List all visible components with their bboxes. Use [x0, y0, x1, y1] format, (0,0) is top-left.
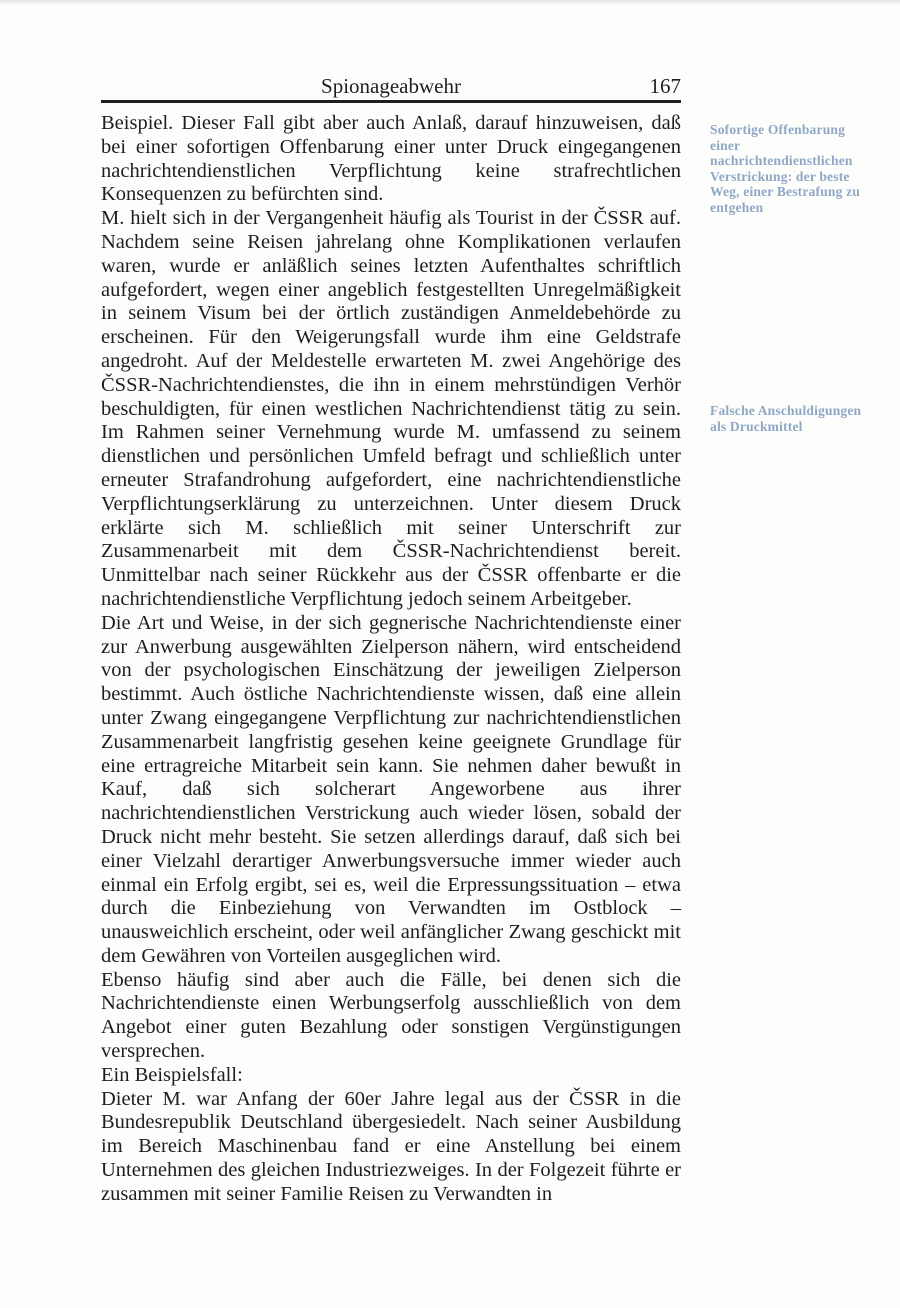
paragraph: Beispiel. Dieser Fall gibt aber auch Anlaß, darauf hinzuweisen, daß bei einer sofortigen Offenbarung einer unter Druck eingegangenen nachrichtendienstlichen Verpflichtung keine strafrechtlichen Konsequenzen zu befürchten sind.: [101, 112, 681, 206]
page-top-edge: [0, 0, 900, 6]
body-text: [101, 112, 681, 1207]
page-header: [101, 74, 681, 98]
margin-note-disclosure: Sofortige Offenbarung einer nachrichtendienstlichen Verstrickung: der beste Weg, einer Bestrafung zu entgehen: [710, 122, 861, 215]
header-rule: [101, 100, 681, 103]
paragraph: Ebenso häufig sind aber auch die Fälle, bei denen sich die Nachrichtendienste einen Werbungserfolg ausschließlich von dem Angebot einer guten Bezahlung oder sonstigen Vergünstigungen versprechen.: [101, 968, 681, 1063]
paragraph: Dieter M. war Anfang der 60er Jahre legal aus der ČSSR in die Bundesrepublik Deutschland übergesiedelt. Nach seiner Ausbildung im Bereich Maschinenbau fand er eine Anstellung bei einem Unternehmen des gleichen Industriezweiges. In der Folgezeit führte er zusammen mit seiner Familie Reisen zu Verwandten in: [101, 1087, 681, 1205]
paragraph: Ein Beispielsfall:: [101, 1063, 243, 1086]
page-number: 167: [649, 74, 681, 98]
margin-note-false-accusations: Falsche Anschuldigungen als Druckmittel: [710, 403, 862, 434]
paragraph: M. hielt sich in der Vergangenheit häufig als Tourist in der ČSSR auf. Nachdem seine Reisen jahrelang ohne Komplikationen verlaufen waren, wurde er anläßlich seines letzten Aufenthaltes schriftlich aufgefordert, wegen einer angeblich festgestellten Unregelmäßigkeit in seinem Visum bei der örtlich zuständigen Anmeldebehörde zu erscheinen. Für den Weigerungsfall wurde ihm eine Geldstrafe angedroht. Auf der Meldestelle erwarteten M. zwei Angehörige des ČSSR-Nachrichtendienstes, die ihn in einem mehrstündigen Verhör beschuldigten, für einen westlichen Nachrichtendienst tätig zu sein. Im Rahmen seiner Vernehmung wurde M. umfassend zu seinem dienstlichen und persönlichen Umfeld befragt und schließlich unter erneuter Strafandrohung aufgefordert, eine nachrichtendienstliche Verpflichtungserklärung zu unterzeichnen. Unter diesem Druck erklärte sich M. schließlich mit seiner Unterschrift zur Zusammenarbeit mit dem ČSSR-Nachrichtendienst bereit. Unmittelbar nach seiner Rückkehr aus der ČSSR offenbarte er die nachrichtendienstliche Verpflichtung jedoch seinem Arbeitgeber.: [101, 207, 681, 610]
running-title: Spionageabwehr: [321, 74, 461, 98]
paragraph: Die Art und Weise, in der sich gegnerische Nachrichtendienste einer zur Anwerbung ausgewählten Zielperson nähern, wird entscheidend von der psychologischen Einschätzung der jeweiligen Zielperson bestimmt. Auch östliche Nachrichtendienste wissen, daß eine allein unter Zwang eingegangene Verpflichtung zur nachrichtendienstlichen Zusammenarbeit langfristig gesehen keine geeignete Grundlage für eine ertragreiche Mitarbeit sein kann. Sie nehmen daher bewußt in Kauf, daß sich solcherart Angeworbene aus ihrer nachrichtendienstlichen Verstrickung auch wieder lösen, sobald der Druck nicht mehr besteht. Sie setzen allerdings darauf, daß sich bei einer Vielzahl derartiger Anwerbungsversuche immer wieder auch einmal ein Erfolg ergibt, sei es, weil die Erpressungssituation – etwa durch die Einbeziehung von Verwandten im Ostblock – unausweichlich erscheint, oder weil anfänglicher Zwang geschickt mit dem Gewähren von Vorteilen ausgeglichen wird.: [101, 611, 681, 967]
